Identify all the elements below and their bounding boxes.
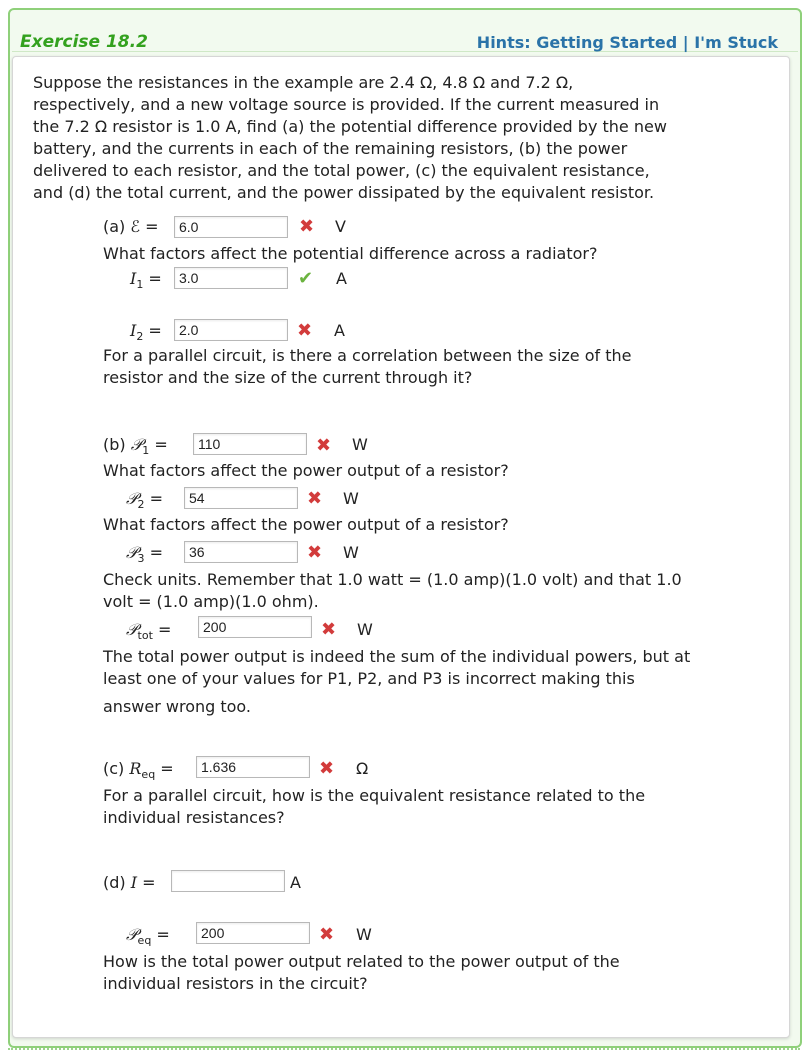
incorrect-icon: ✖: [316, 435, 332, 456]
peq-feedback-line-2: individual resistors in the circuit?: [103, 974, 368, 993]
ptot-feedback-line-3: answer wrong too.: [103, 697, 252, 716]
incorrect-icon: ✖: [321, 619, 337, 640]
ptot-input[interactable]: 200: [198, 616, 312, 638]
p3-feedback-line-2: volt = (1.0 amp)(1.0 ohm).: [103, 592, 319, 611]
problem-line-1: Suppose the resistances in the example are 2.4 Ω, 4.8 Ω and 7.2 Ω,: [33, 73, 574, 92]
p3-label: 𝒫$_3$ =: [126, 543, 164, 566]
ptot-feedback-line-1: The total power output is indeed the sum of the individual powers, but at: [103, 647, 691, 666]
emf-label: (a) ℰ =: [103, 217, 159, 236]
peq-feedback-line-1: How is the total power output related to the power output of the: [103, 952, 620, 971]
problem-line-4: battery, and the currents in each of the remaining resistors, (b) the power: [33, 139, 628, 158]
p1-unit: W: [352, 435, 368, 454]
incorrect-icon: ✖: [319, 758, 335, 779]
bottom-border: [8, 1048, 800, 1054]
p3-feedback-line-1: Check units. Remember that 1.0 watt = (1.0 amp)(1.0 volt) and that 1.0: [103, 570, 682, 589]
p2-label: 𝒫$_2$ =: [126, 489, 164, 512]
im-stuck-link[interactable]: I'm Stuck: [694, 33, 778, 52]
i2-unit: A: [334, 321, 345, 340]
p2-input[interactable]: 54: [184, 487, 298, 509]
i2-feedback-line-2: resistor and the size of the current through it?: [103, 368, 473, 387]
i1-input[interactable]: 3.0: [174, 267, 288, 289]
emf-unit: V: [335, 217, 346, 236]
incorrect-icon: ✖: [297, 320, 313, 341]
p2-unit: W: [343, 489, 359, 508]
p1-feedback: What factors affect the power output of a resistor?: [103, 461, 509, 480]
i2-input[interactable]: 2.0: [174, 319, 288, 341]
itot-unit: A: [290, 873, 301, 892]
problem-line-2: respectively, and a new voltage source is provided. If the current measured in: [33, 95, 660, 114]
emf-feedback: What factors affect the potential difference across a radiator?: [103, 244, 598, 263]
req-feedback-line-1: For a parallel circuit, how is the equivalent resistance related to the: [103, 786, 646, 805]
req-feedback-line-2: individual resistances?: [103, 808, 285, 827]
exercise-title: Exercise 18.2: [20, 32, 148, 52]
problem-line-3: the 7.2 Ω resistor is 1.0 A, find (a) the potential difference provided by the new: [33, 117, 667, 136]
incorrect-icon: ✖: [319, 924, 335, 945]
ptot-unit: W: [357, 620, 373, 639]
peq-input[interactable]: 200: [196, 922, 310, 944]
req-input[interactable]: 1.636: [196, 756, 310, 778]
req-unit: Ω: [356, 759, 369, 778]
hints-label: Hints:: [476, 33, 531, 52]
peq-label: 𝒫$_{eq}$ =: [126, 925, 170, 948]
p3-unit: W: [343, 543, 359, 562]
incorrect-icon: ✖: [299, 216, 315, 237]
p1-label: (b) 𝒫$_1$ =: [103, 435, 168, 458]
getting-started-link[interactable]: Getting Started: [536, 33, 678, 52]
itot-label: (d) I =: [103, 873, 156, 892]
i1-label: $I_1$ =: [130, 269, 162, 292]
incorrect-icon: ✖: [307, 542, 323, 563]
i1-unit: A: [336, 269, 347, 288]
problem-line-5: delivered to each resistor, and the total power, (c) the equivalent resistance,: [33, 161, 650, 180]
i2-label: $I_2$ =: [130, 321, 162, 344]
peq-unit: W: [356, 925, 372, 944]
p1-input[interactable]: 110: [193, 433, 307, 455]
ptot-label: 𝒫$_{tot}$ =: [126, 620, 172, 643]
i2-feedback-line-1: For a parallel circuit, is there a correlation between the size of the: [103, 346, 632, 365]
correct-check-icon: ✔: [298, 268, 314, 289]
hints-separator: |: [682, 33, 689, 52]
itot-input[interactable]: [171, 870, 285, 892]
problem-line-6: and (d) the total current, and the power dissipated by the equivalent resistor.: [33, 183, 655, 202]
incorrect-icon: ✖: [307, 488, 323, 509]
ptot-feedback-line-2: least one of your values for P1, P2, and P3 is incorrect making this: [103, 669, 635, 688]
emf-input[interactable]: 6.0: [174, 216, 288, 238]
hints-bar: [477, 33, 778, 52]
req-label: (c) $R_{eq}$ =: [103, 759, 174, 782]
p2-feedback: What factors affect the power output of a resistor?: [103, 515, 509, 534]
p3-input[interactable]: 36: [184, 541, 298, 563]
